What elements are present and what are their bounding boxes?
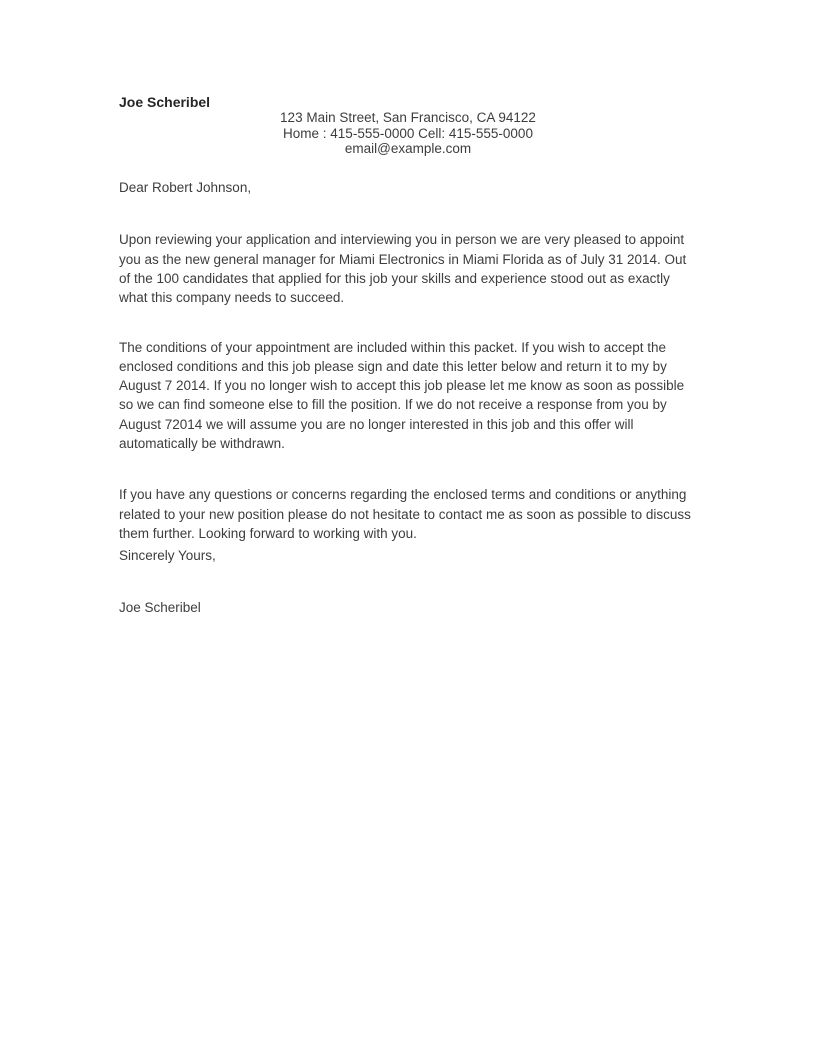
sender-address-street: 123 Main Street, San Francisco, CA 94122 — [280, 110, 536, 125]
sender-phone-line: Home : 415-555-0000 Cell: 415-555-0000 — [283, 125, 533, 141]
signature-name: Joe Scheribel — [119, 599, 201, 615]
closing: Sincerely Yours, — [119, 548, 216, 564]
sender-address-block — [119, 110, 697, 157]
sender-name: Joe Scheribel — [119, 94, 211, 110]
letter-header — [119, 95, 697, 157]
sender-email: email@example.com — [344, 141, 472, 157]
salutation: Dear Robert Johnson, — [119, 180, 252, 196]
paragraph-appointment: Upon reviewing your application and interviewing you in person we are very pleased to appoint you as the new general manager for Miami Electronics in Miami Florida as of July 31 2014. Out of the 100 candidates that applied for this job your skills and experience stood out as exactly what this company needs to succeed. — [119, 232, 687, 306]
paragraph-conditions: The conditions of your appointment are included within this packet. If you wish to accept the enclosed conditions and this job please sign and date this letter below and return it to my by August 7 2014. If you no longer wish to accept this job please let me know as soon as possible so we can find someone else to fill the position. If we do not receive a response from you by August 72014 we will assume you are no longer interested in this job and this offer will automatically be withdrawn. — [119, 339, 685, 452]
paragraph-questions: If you have any questions or concerns regarding the enclosed terms and conditions or anything related to your new position please do not hesitate to contact me as soon as possible to discuss them further. Looking forward to working with you. — [119, 487, 691, 541]
